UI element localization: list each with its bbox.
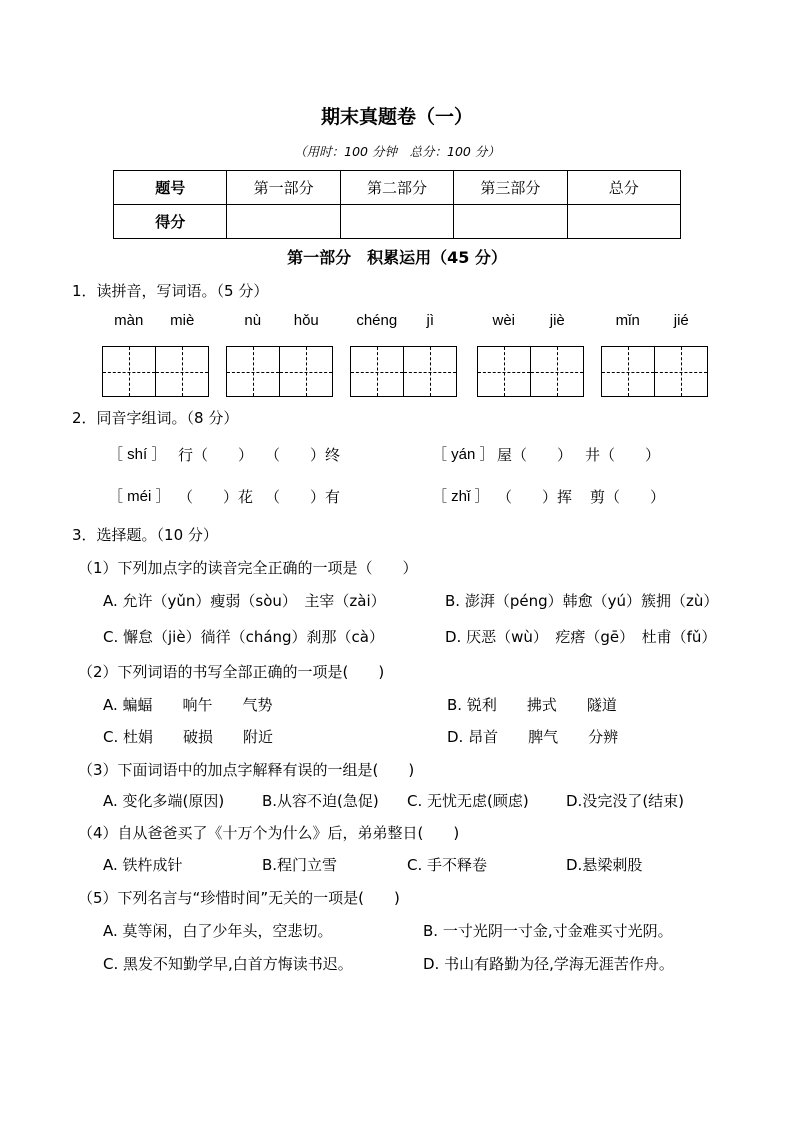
- choice-option: A. 蝙蝠 响午 气势: [103, 696, 273, 714]
- score-table-header: 第三部分: [454, 171, 567, 205]
- pinyin-syllable: miè: [170, 312, 195, 329]
- section-heading: 第一部分 积累运用（45 分）: [287, 248, 507, 267]
- choice-option: B. 锐利 拂式 隧道: [447, 696, 617, 714]
- score-blank-cell: [454, 205, 567, 239]
- homophone-pinyin: ［ zhǐ ］: [432, 488, 490, 505]
- writing-cell: [655, 347, 707, 396]
- pinyin-syllable: wèi: [492, 312, 515, 329]
- score-table-header: 题号: [114, 171, 227, 205]
- writing-cell: [478, 347, 531, 396]
- pinyin-syllable: nù: [244, 312, 262, 329]
- homophone-blank: （ ）挥: [497, 488, 573, 506]
- pinyin-group: [350, 311, 457, 331]
- choice-option: A. 莫等闲，白了少年头，空悲切。: [103, 922, 333, 940]
- pinyin-group: [601, 311, 708, 331]
- exam-info: （用时：100 分钟 总分：100 分）: [294, 144, 500, 159]
- writing-grid: [350, 346, 457, 397]
- homophone-pinyin: ［ shí ］: [108, 446, 167, 463]
- choice-option: C. 黑发不知勤学早,白首方悔读书迟。: [103, 955, 353, 973]
- question-2-prompt: 2．同音字组词。（8 分）: [72, 409, 239, 427]
- writing-cell: [103, 347, 156, 396]
- writing-cell: [280, 347, 332, 396]
- writing-cell: [602, 347, 655, 396]
- pinyin-syllable: màn: [114, 312, 144, 329]
- choice-option: D.没完没了(结束): [566, 792, 685, 810]
- choice-option: C. 杜娟 破损 附近: [103, 728, 274, 746]
- score-blank-cell: [340, 205, 453, 239]
- choice-option: B. 澎湃（péng）韩愈（yú）簇拥（zù）: [445, 592, 719, 610]
- choice-option: C. 无忧无虑(顾虑): [407, 792, 529, 810]
- pinyin-syllable: jiè: [549, 312, 565, 329]
- writing-cell: [531, 347, 583, 396]
- homophone-pinyin: ［ yán ］: [432, 446, 495, 463]
- choice-option: D. 书山有路勤为径,学海无涯苦作舟。: [423, 955, 674, 973]
- choice-option: A. 允许（yǔn）瘦弱（sòu） 主宰（zài）: [103, 592, 386, 610]
- pinyin-syllable: jì: [426, 312, 434, 329]
- writing-grid: [477, 346, 584, 397]
- pinyin-syllable: chéng: [356, 312, 398, 329]
- writing-grid: [226, 346, 333, 397]
- choice-option: B.程门立雪: [262, 856, 338, 874]
- writing-cell: [156, 347, 208, 396]
- score-table-header-row: [114, 171, 681, 205]
- choice-option: D.悬梁刺股: [566, 856, 643, 874]
- homophone-blank: （ ）有: [265, 488, 341, 506]
- score-row-label: 得分: [114, 205, 227, 239]
- homophone-blank: （ ）终: [265, 446, 341, 464]
- pinyin-syllable: hǒu: [293, 312, 319, 329]
- choice-option: A. 铁杵成针: [103, 856, 183, 874]
- homophone-blank: 剪（ ）: [590, 488, 666, 506]
- writing-cell: [227, 347, 280, 396]
- question-1-prompt: 1．读拼音，写词语。（5 分）: [72, 282, 269, 300]
- score-blank-cell: [567, 205, 680, 239]
- writing-grid: [102, 346, 209, 397]
- score-table: [113, 170, 681, 239]
- writing-grid: [601, 346, 708, 397]
- choice-option: B.从容不迫(急促): [262, 792, 379, 810]
- question-3-prompt: 3．选择题。（10 分）: [72, 526, 218, 544]
- pinyin-group: [102, 311, 209, 331]
- score-blank-cell: [227, 205, 340, 239]
- sub-question-stem: （2）下列词语的书写全部正确的一项是( ): [78, 663, 385, 681]
- pinyin-syllable: mǐn: [615, 312, 640, 329]
- pinyin-syllable: jié: [673, 312, 689, 329]
- choice-option: C. 手不释卷: [407, 856, 488, 874]
- score-table-header: 总分: [567, 171, 680, 205]
- homophone-blank: 行（ ）: [178, 446, 254, 464]
- sub-question-stem: （1）下列加点字的读音完全正确的一项是（ ）: [78, 559, 418, 577]
- writing-cell: [404, 347, 456, 396]
- sub-question-stem: （5）下列名言与“珍惜时间”无关的一项是( ): [78, 889, 400, 907]
- choice-option: B. 一寸光阴一寸金,寸金难买寸光阴。: [423, 922, 673, 940]
- homophone-blank: 屋（ ）: [497, 446, 573, 464]
- homophone-blank: 井（ ）: [585, 446, 661, 464]
- choice-option: A. 变化多端(原因): [103, 792, 225, 810]
- pinyin-group: [226, 311, 333, 331]
- choice-option: D. 厌恶（wù） 疙瘩（gē） 杜甫（fǔ）: [445, 628, 717, 646]
- sub-question-stem: （3）下面词语中的加点字解释有误的一组是( ): [78, 761, 415, 779]
- choice-option: D. 昂首 脾气 分辨: [447, 728, 619, 746]
- score-table-header: 第二部分: [340, 171, 453, 205]
- page-title: 期末真题卷（一）: [320, 106, 473, 128]
- homophone-blank: （ ）花: [178, 488, 254, 506]
- score-table-header: 第一部分: [227, 171, 340, 205]
- writing-cell: [351, 347, 404, 396]
- sub-question-stem: （4）自从爸爸买了《十万个为什么》后，弟弟整日( ): [78, 824, 460, 842]
- homophone-pinyin: ［ méi ］: [108, 488, 171, 505]
- pinyin-group: [477, 311, 584, 331]
- score-table-score-row: [114, 205, 681, 239]
- choice-option: C. 懈怠（jiè）徜徉（cháng）刹那（cà）: [103, 628, 384, 646]
